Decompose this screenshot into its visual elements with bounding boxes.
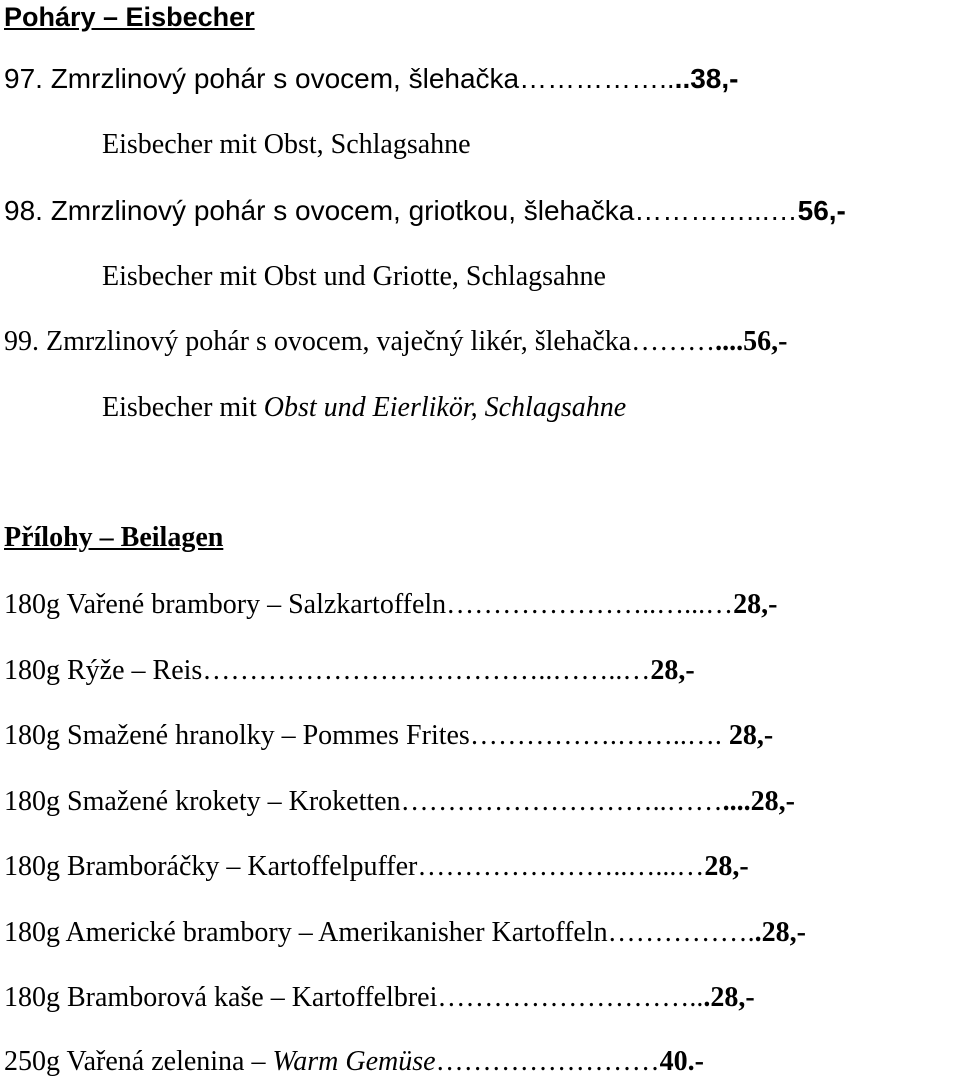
item-name: 180g Smažené hranolky – Pommes Frites: [4, 720, 470, 751]
item-name-italic: Warm Gemüse: [272, 1046, 436, 1077]
item-price: 28,-: [650, 655, 695, 686]
menu-item-99-translation: [102, 391, 626, 425]
side-item-6: [4, 916, 806, 950]
side-item-2: [4, 654, 695, 688]
section-title-prilohy: Přílohy – Beilagen: [4, 522, 224, 553]
item-translation-italic: Obst und Eierlikör, Schlagsahne: [263, 392, 627, 423]
item-dots: …………………..…...…: [417, 851, 705, 882]
item-name: 250g Vařená zelenina –: [4, 1046, 273, 1077]
item-price: 28,-: [733, 589, 778, 620]
item-price: ....28,-: [722, 786, 795, 817]
item-translation: Eisbecher mit: [102, 392, 264, 423]
item-price: 40.-: [659, 1046, 704, 1077]
side-item-8: [4, 1045, 704, 1079]
item-name: 99. Zmrzlinový pohár s ovocem, vaječný likér, šlehačka: [4, 326, 632, 357]
side-item-7: [4, 981, 755, 1015]
menu-item-99: [4, 325, 787, 359]
item-dots: ………………………..: [437, 982, 704, 1013]
item-dots: …………………..…...…: [446, 589, 734, 620]
item-translation: Eisbecher mit Obst, Schlagsahne: [102, 129, 471, 160]
item-dots: ………………………..……: [400, 786, 723, 817]
item-dots: ……………………: [435, 1046, 660, 1077]
item-name: 180g Smažené krokety – Kroketten: [4, 786, 401, 817]
item-dots: …………….……..….: [469, 720, 722, 751]
item-name: 180g Bramborová kaše – Kartoffelbrei: [4, 982, 438, 1013]
item-dots: …………...…: [634, 195, 798, 226]
side-item-5: [4, 850, 749, 884]
item-price: 28,-: [721, 720, 774, 751]
item-name: 98. Zmrzlinový pohár s ovocem, griotkou, šlehačka: [4, 195, 635, 226]
menu-item-98: [4, 194, 846, 228]
item-dots: ……………..: [519, 63, 675, 94]
item-dots: ………………………………..……..…: [202, 655, 651, 686]
side-item-3: [4, 719, 773, 753]
item-name: 180g Bramboráčky – Kartoffelpuffer: [4, 851, 418, 882]
side-item-4: [4, 785, 795, 819]
item-dots: …………….: [607, 917, 755, 948]
item-price: ..38,-: [674, 63, 739, 94]
menu-item-97: [4, 62, 738, 96]
menu-item-97-translation: [102, 128, 471, 162]
item-price: 28,-: [704, 851, 749, 882]
section-title-poharys: Poháry – Eisbecher: [4, 2, 255, 32]
item-name: 180g Vařené brambory – Salzkartoffeln: [4, 589, 447, 620]
item-price: 56,-: [797, 195, 846, 226]
side-item-1: [4, 588, 778, 622]
item-price: .28,-: [703, 982, 755, 1013]
item-name: 97. Zmrzlinový pohár s ovocem, šlehačka: [4, 63, 520, 94]
item-dots: ………: [631, 326, 716, 357]
item-name: 180g Americké brambory – Amerikanisher Kartoffeln: [4, 917, 608, 948]
menu-item-98-translation: [102, 260, 606, 294]
item-price: .28,-: [754, 917, 806, 948]
item-translation: Eisbecher mit Obst und Griotte, Schlagsahne: [102, 261, 606, 292]
item-price: ....56,-: [715, 326, 788, 357]
item-name: 180g Rýže – Reis: [4, 655, 203, 686]
